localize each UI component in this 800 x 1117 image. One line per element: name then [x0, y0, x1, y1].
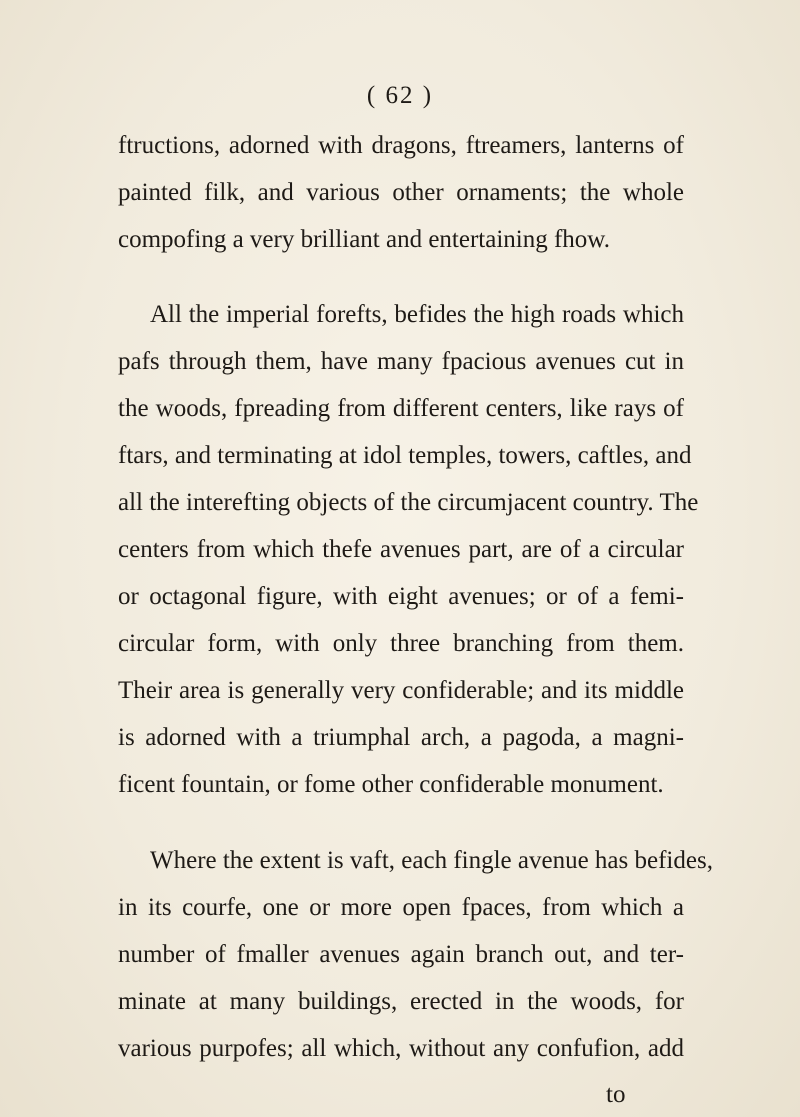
text-line: or octagonal figure, with eight avenues; or of a femi- — [118, 583, 684, 610]
catchword: to — [606, 1081, 626, 1108]
text-line: compofing a very brilliant and entertaining fhow. — [118, 226, 610, 253]
page-number-header: ( 62 ) — [366, 82, 434, 109]
text-line: various purpofes; all which, without any confufion, add — [118, 1035, 684, 1062]
text-line: number of fmaller avenues again branch out, and ter- — [118, 941, 684, 968]
text-line: minate at many buildings, erected in the woods, for — [118, 988, 684, 1015]
text-line: Where the extent is vaft, each fingle avenue has befides, — [150, 847, 713, 874]
text-line: is adorned with a triumphal arch, a pagoda, a magni- — [118, 724, 684, 751]
text-line: Their area is generally very confiderable; and its middle — [118, 677, 684, 704]
text-line: circular form, with only three branching from them. — [118, 630, 684, 657]
text-line: in its courfe, one or more open fpaces, from which a — [118, 894, 684, 921]
text-line: centers from which thefe avenues part, are of a circular — [118, 536, 684, 563]
text-line: ftructions, adorned with dragons, ftreamers, lanterns of — [118, 132, 684, 159]
text-line: All the imperial forefts, befides the high roads which — [150, 301, 684, 328]
text-line: ftars, and terminating at idol temples, towers, caftles, and — [118, 442, 692, 469]
text-line: the woods, fpreading from different centers, like rays of — [118, 395, 684, 422]
text-line: all the interefting objects of the circumjacent country. The — [118, 489, 699, 516]
text-line: pafs through them, have many fpacious avenues cut in — [118, 348, 684, 375]
text-line: painted filk, and various other ornaments; the whole — [118, 179, 684, 206]
text-line: ficent fountain, or fome other confiderable monument. — [118, 771, 664, 798]
